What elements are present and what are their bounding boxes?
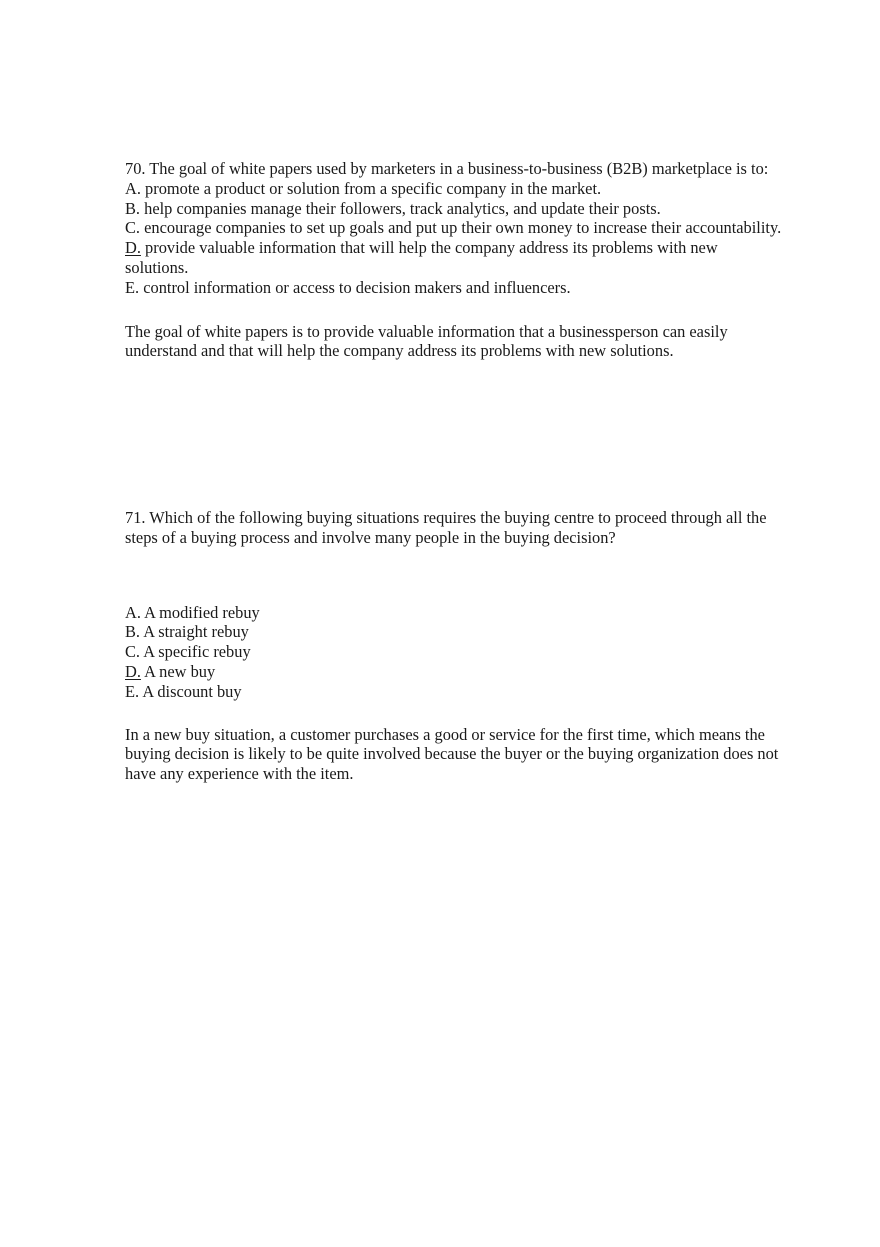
answer-explanation: The goal of white papers is to provide valuable information that a businessperson can easily understand and that will help the company address its problems with new solutions. — [125, 321, 728, 361]
answer-explanation: In a new buy situation, a customer purchases a good or service for the first time, which means the buying decision is likely to be quite involved because the buyer or the buying organization does not have any experience with the item. — [125, 724, 779, 784]
question-71 — [125, 508, 785, 784]
option-text: A discount buy — [139, 681, 242, 701]
option-b — [125, 622, 785, 642]
option-letter: A. — [125, 178, 141, 198]
option-d — [125, 238, 785, 278]
option-text: provide valuable information that will help the company address its problems with new solutions. — [125, 238, 718, 277]
question-stem: 71. Which of the following buying situations requires the buying centre to proceed through all the steps of a buying process and involve many people in the buying decision? — [125, 508, 767, 547]
option-letter: A. — [125, 602, 141, 622]
answer-options — [125, 179, 785, 298]
document-page — [125, 159, 785, 784]
question-70 — [125, 159, 785, 361]
option-letter: E. — [125, 681, 140, 701]
option-e — [125, 278, 785, 298]
question-stem: 70. The goal of white papers used by marketers in a business-to-business (B2B) marketplace is to: — [125, 159, 769, 178]
option-letter: C. — [125, 218, 141, 238]
option-letter: B. — [125, 622, 141, 642]
option-letter: B. — [125, 198, 141, 218]
option-text: A straight rebuy — [140, 622, 249, 642]
correct-option-letter: D. — [125, 661, 141, 681]
option-a — [125, 179, 785, 199]
option-text: control information or access to decision makers and influencers. — [139, 277, 571, 297]
option-letter: E. — [125, 277, 140, 297]
option-letter: C. — [125, 642, 141, 662]
option-text: A new buy — [140, 661, 216, 681]
option-c — [125, 642, 785, 662]
option-c — [125, 218, 785, 238]
option-text: A specific rebuy — [140, 642, 251, 662]
option-b — [125, 199, 785, 219]
option-a — [125, 603, 785, 623]
option-d — [125, 662, 785, 682]
option-e — [125, 682, 785, 702]
option-text: encourage companies to set up goals and put up their own money to increase their accountability. — [140, 218, 782, 238]
option-text: promote a product or solution from a specific company in the market. — [140, 178, 602, 198]
correct-option-letter: D. — [125, 238, 141, 258]
option-text: A modified rebuy — [140, 602, 260, 622]
answer-options — [125, 603, 785, 702]
option-text: help companies manage their followers, track analytics, and update their posts. — [140, 198, 661, 218]
